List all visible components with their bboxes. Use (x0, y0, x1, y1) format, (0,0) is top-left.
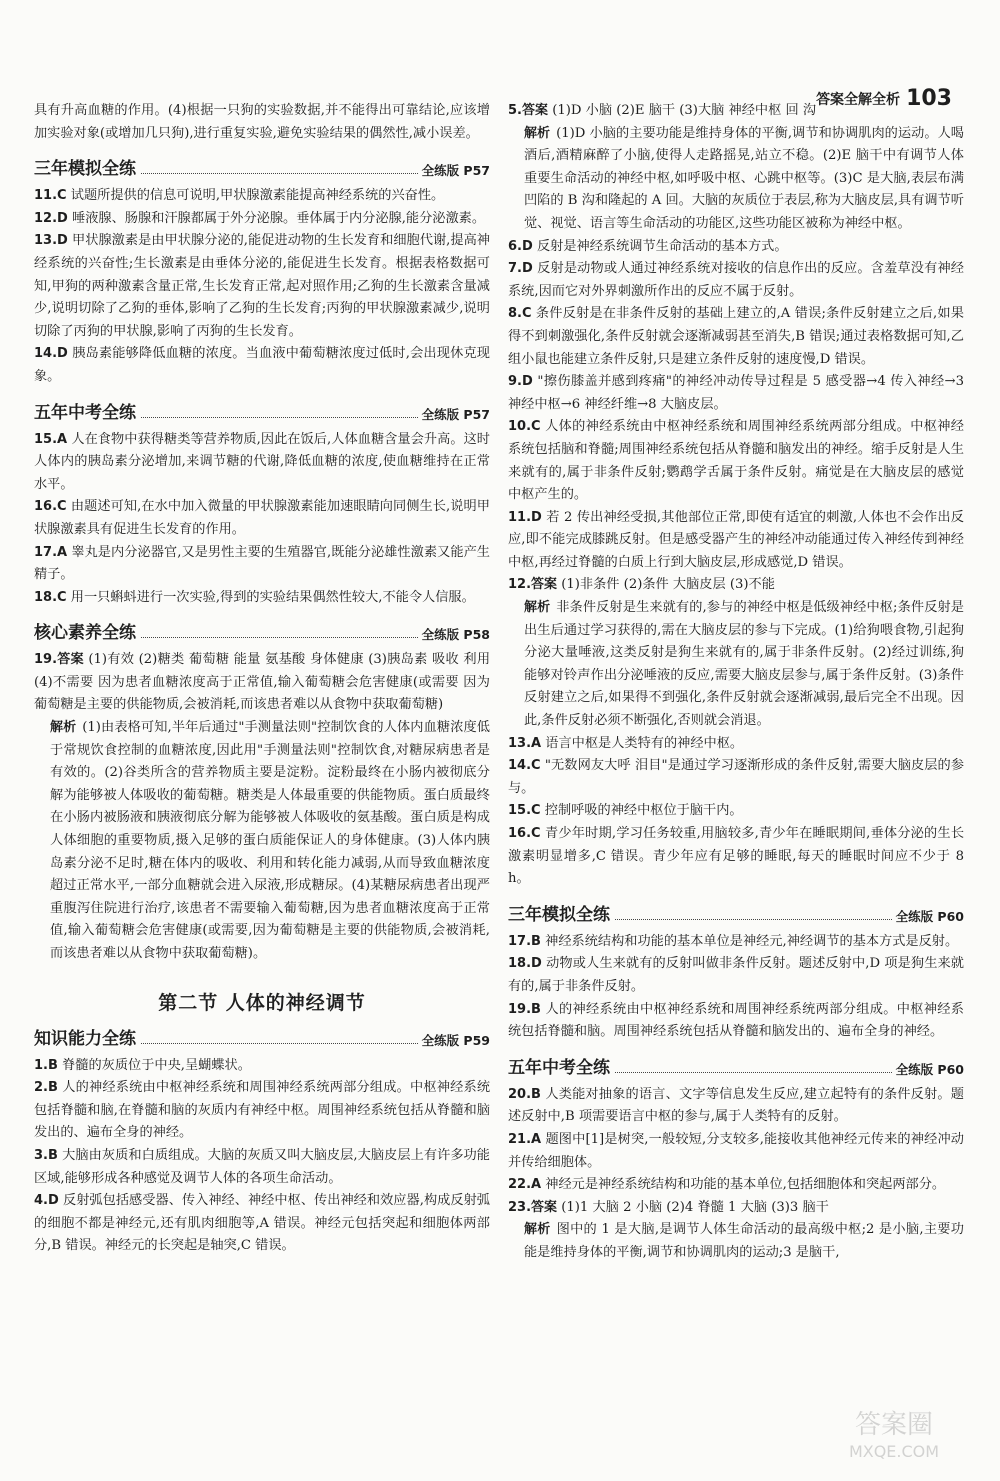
question-number: 19.答案 (34, 652, 84, 668)
question-text: 反射是神经系统调节生命活动的基本方式。 (536, 238, 788, 254)
analysis-label: 解析 (524, 600, 551, 616)
answer-text: (1)非条件 (2)条件 大脑皮层 (3)不能 (561, 577, 775, 593)
answer-text: (1)有效 (2)糖类 葡萄糖 能量 氨基酸 身体健康 (3)胰岛素 吸收 利用 (4)不需要 因为患者血糖浓度高于正常值,输入葡萄糖会危害健康(或需要 因为葡萄糖是主要的供能物质,会被消耗,而该患者难以从食物中获取葡萄糖) (34, 652, 491, 713)
question-text: 大脑由灰质和白质组成。大脑的灰质又叫大脑皮层,大脑皮层上有许多功能区域,能够形成各种感觉及调节人体的各项生命活动。 (34, 1147, 490, 1186)
section-header (34, 399, 490, 423)
question-text: "擦伤膝盖并感到疼痛"的神经冲动传导过程是 5 感受器→4 传入神经→3 神经中枢→6 神经纤维→8 大脑皮层。 (508, 374, 964, 412)
question-item (34, 343, 490, 388)
answer-item (508, 574, 964, 597)
question-text: 唾液腺、肠腺和汗腺都属于外分泌腺。垂体属于内分泌腺,能分泌激素。 (72, 210, 486, 226)
question-text: 控制呼吸的神经中枢位于脑干内。 (544, 803, 743, 819)
section-title: 知识能力全练 (34, 1024, 140, 1049)
question-text: 胰岛素能够降低血糖的浓度。当血液中葡萄糖浓度过低时,会出现休克现象。 (34, 346, 490, 384)
answer-item (34, 649, 490, 717)
left-column (34, 100, 490, 1258)
question-text: 人体的神经系统由中枢神经系统和周围神经系统两部分组成。中枢神经系统包括脑和脊髓;周围神经系统包括从脊髓和脑发出的神经。缩手反射是人生来就有的,属于非条件反射;鹦鹉学舌属于条件反射。痛觉是在大脑皮层的感觉中枢产生的。 (508, 419, 964, 503)
question-item (508, 236, 964, 259)
question-text: 甲状腺激素是由甲状腺分泌的,能促进动物的生长发育和细胞代谢,提高神经系统的兴奋性;生长激素是由垂体分泌的,能促进生长发育。根据表格数据可知,甲狗的两种激素含量正常,生长发育正常,起对照作用;乙狗的生长激素含量减少,说明切除了乙狗的垂体,影响了乙狗的生长发育;丙狗的甲状腺激素减少,说明切除了丙狗的甲状腺,影响了丙狗的生长发育。 (34, 233, 490, 339)
question-item (508, 258, 964, 303)
right-column (508, 100, 964, 1265)
analysis-text: (1)由表格可知,半年后通过"手测量法则"控制饮食的人体内血糖浓度低于常规饮食控制的血糖浓度,因此用"手测量法则"控制饮食,对糖尿病患者是有效的。(2)谷类所含的营养物质主要是淀粉。淀粉最终在小肠内被彻底分解为能够被人体吸收的葡萄糖。糖类是人体最重要的供能物质。蛋白质最终在小肠内被肠液和胰液彻底分解为能够被人体吸收的氨基酸。蛋白质是构成人体细胞的重要物质,摄入足够的蛋白质能保证人的身体健康。(3)人体内胰岛素分泌不足时,糖在体内的吸收、利用和转化能力减弱,从而导致血糖浓度超过正常水平,一部分血糖就会进入尿液,形成糖尿。(4)某糖尿病患者出现严重腹泻住院进行治疗,该患者不需要输入葡萄糖,因为患者血糖浓度高于正常值,输入葡萄糖会危害健康(或需要,因为葡萄糖是主要的供能物质,会被消耗,而该患者难以从食物中获取葡萄糖)。 (50, 720, 490, 961)
analysis-text: 非条件反射是生来就有的,参与的神经中枢是低级神经中枢;条件反射是出生后通过学习获得的,需在大脑皮层的参与下完成。(1)给狗喂食物,引起狗分泌大量唾液,这类反射是狗生来就有的,属于非条件反射。(2)经过训练,狗能够对铃声作出分泌唾液的反应,需要大脑皮层参与,属于条件反射。(3)条件反射建立之后,如果得不到强化,条件反射就会逐渐减弱,最后完全不出现。因此,条件反射必须不断强化,否则就会消退。 (524, 600, 964, 729)
analysis-text: (1)D 小脑的主要功能是维持身体的平衡,调节和协调肌肉的运动。人喝酒后,酒精麻醉了小脑,使得人走路摇晃,站立不稳。(2)E 脑干中有调节人体重要生命活动的神经中枢,如呼吸中枢、心跳中枢等。(3)C 是大脑,表层布满凹陷的 B 沟和隆起的 A 回。大脑的灰质位于表层,称为大脑皮层,具有调节听觉、视觉、语言等生命活动的功能区,这些功能区被称为神经中枢。 (524, 125, 964, 231)
question-number: 9.D (508, 374, 533, 390)
question-item (508, 303, 964, 371)
section-ref: 全练版 P57 (418, 405, 490, 423)
question-number: 13.A (508, 735, 542, 751)
question-text: 人的神经系统由中枢神经系统和周围神经系统两部分组成。中枢神经系统包括脊髓和脑。周围神经系统包括从脊髓和脑发出的、遍布全身的神经。 (508, 1001, 964, 1040)
section-ref: 全练版 P59 (418, 1031, 490, 1049)
watermark-text: 答案圈 (854, 1410, 934, 1440)
question-number: 16.C (508, 826, 541, 841)
question-text: 人的神经系统由中枢神经系统和周围神经系统两部分组成。中枢神经系统包括脊髓和脑,在脊髓和脑的灰质内有神经中枢。周围神经系统包括从脊髓和脑发出的、遍布全身的神经。 (34, 1080, 491, 1141)
question-number: 12.答案 (508, 577, 558, 593)
analysis-label: 解析 (524, 125, 551, 141)
answer-text: (1)1 大脑 2 小脑 (2)4 脊髓 1 大脑 (3)3 脑干 (561, 1199, 829, 1215)
question-item (508, 953, 964, 998)
watermark-url: MXQE.COM (848, 1442, 940, 1461)
question-number: 18.C (34, 589, 67, 605)
question-item (508, 1084, 964, 1129)
analysis-label: 解析 (524, 1222, 551, 1238)
question-text: 试题所提供的信息可说明,甲状腺激素能提高神经系统的兴奋性。 (70, 188, 445, 204)
question-text: "无数网友大呼 泪目"是通过学习逐渐形成的条件反射,需要大脑皮层的参与。 (508, 758, 965, 796)
question-item (508, 1174, 964, 1197)
section-header (34, 619, 490, 643)
question-item (34, 542, 490, 587)
section-title: 五年中考全练 (34, 398, 140, 423)
question-item (508, 371, 964, 416)
question-number: 21.A (508, 1131, 542, 1147)
answer-item (508, 1197, 964, 1220)
question-number: 18.D (508, 956, 542, 972)
question-number: 8.C (508, 306, 532, 322)
question-number: 14.D (34, 346, 68, 362)
question-number: 5.答案 (508, 103, 548, 118)
question-item (34, 208, 490, 231)
question-item (34, 185, 490, 208)
question-text: 用一只蝌蚪进行一次实验,得到的实验结果偶然性较大,不能令人信服。 (70, 589, 475, 605)
question-number: 3.B (34, 1147, 58, 1163)
question-item (508, 1129, 964, 1174)
question-number: 4.D (34, 1193, 59, 1209)
answer-item (508, 100, 964, 123)
question-number: 13.D (34, 233, 68, 249)
question-item (34, 1145, 490, 1190)
question-item (508, 823, 964, 891)
question-item (34, 587, 490, 610)
question-number: 2.B (34, 1080, 58, 1096)
question-text: 语言中枢是人类特有的神经中枢。 (545, 735, 744, 751)
question-text: 动物或人生来就有的反射叫做非条件反射。题述反射中,D 项是狗生来就有的,属于非条件反射。 (508, 956, 964, 994)
question-number: 15.A (34, 431, 68, 447)
watermark-logo (814, 1403, 974, 1463)
question-number: 7.D (508, 261, 533, 277)
question-item (34, 1077, 490, 1145)
question-text: 青少年时期,学习任务较重,用脑较多,青少年在睡眠期间,垂体分泌的生长激素明显增多,C 错误。青少年应有足够的睡眠,每天的睡眠时间应不少于 8 h。 (508, 826, 965, 887)
question-number: 17.B (508, 933, 541, 949)
section-header (34, 1025, 490, 1049)
question-number: 20.B (508, 1086, 541, 1102)
question-text: 反射弧包括感受器、传入神经、神经中枢、传出神经和效应器,构成反射弧的细胞不都是神经元,还有肌肉细胞等,A 错误。神经元包括突起和细胞体两部分,B 错误。神经元的长突起是轴突,C 错误。 (34, 1193, 490, 1254)
question-number: 11.D (508, 509, 542, 525)
chapter-title: 第二节 人体的神经调节 (158, 991, 366, 1014)
question-item (508, 800, 964, 823)
section-header (34, 155, 490, 179)
section-header (508, 901, 964, 925)
question-item (508, 416, 964, 506)
question-number: 6.D (508, 238, 533, 254)
analysis-paragraph (508, 123, 964, 236)
section-header (508, 1054, 964, 1078)
question-number: 22.A (508, 1177, 542, 1193)
question-number: 1.B (34, 1057, 58, 1073)
question-item (34, 429, 490, 497)
question-item (34, 230, 490, 343)
question-text: 条件反射是在非条件反射的基础上建立的,A 错误;条件反射建立之后,如果得不到刺激强化,条件反射就会逐渐减弱甚至消失,B 错误;通过表格数据可知,乙组小鼠也能建立条件反射,只是建立条件反射的速度慢,D 错误。 (508, 306, 964, 367)
question-text: 睾丸是内分泌器官,又是男性主要的生殖器官,既能分泌雄性激素又能产生精子。 (34, 544, 490, 583)
question-item (508, 755, 964, 800)
question-text: 由题述可知,在水中加入微量的甲状腺激素能加速眼睛向同侧生长,说明甲状腺激素具有促进生长发育的作用。 (34, 499, 490, 537)
question-item (34, 1055, 490, 1078)
analysis-label: 解析 (50, 720, 77, 736)
page-number: 103 (906, 86, 952, 111)
question-number: 10.C (508, 419, 541, 435)
question-number: 23.答案 (508, 1199, 558, 1215)
question-number: 12.D (34, 210, 68, 226)
section-title: 五年中考全练 (508, 1053, 614, 1078)
analysis-paragraph (508, 597, 964, 733)
question-text: 反射是动物或人通过神经系统对接收的信息作出的反应。含羞草没有神经系统,因而它对外界刺激所作出的反应不属于反射。 (508, 261, 964, 299)
analysis-text: 图中的 1 是大脑,是调节人体生命活动的最高级中枢;2 是小脑,主要功能是维持身体的平衡,调节和协调肌肉的运动;3 是脑干, (524, 1222, 964, 1260)
question-number: 16.C (34, 499, 67, 515)
question-text: 神经元是神经系统结构和功能的基本单位,包括细胞体和突起两部分。 (545, 1177, 946, 1193)
question-text: 若 2 传出神经受损,其他部位正常,即使有适宜的刺激,人体也不会作出反应,即不能完成膝跳反射。但是感受器产生的神经冲动能通过传入神经传到神经中枢,再经过脊髓的白质上行到大脑皮层,形成感觉,D 错误。 (508, 509, 964, 570)
section-title: 三年模拟全练 (34, 154, 140, 179)
analysis-paragraph (34, 717, 490, 966)
question-number: 15.C (508, 803, 541, 819)
question-item (34, 1190, 490, 1258)
section-ref: 全练版 P58 (418, 625, 490, 643)
answer-text: (1)D 小脑 (2)E 脑干 (3)大脑 神经中枢 回 沟 (552, 103, 817, 118)
section-ref: 全练版 P60 (892, 1060, 964, 1078)
question-number: 11.C (34, 188, 67, 204)
header-title: 答案全解全析 (816, 91, 901, 108)
question-text: 人在食物中获得糖类等营养物质,因此在饭后,人体血糖含量会升高。这时人体内的胰岛素分泌增加,来调节糖的代谢,降低血糖的浓度,使血糖维持在正常水平。 (34, 431, 490, 492)
intro-paragraph: 具有升高血糖的作用。(4)根据一只狗的实验数据,并不能得出可靠结论,应该增加实验对象(或增加几只狗),进行重复实验,避免实验结果的偶然性,减小误差。 (34, 103, 490, 141)
question-item (508, 999, 964, 1044)
question-item (34, 496, 490, 541)
question-number: 17.A (34, 544, 68, 560)
question-item (508, 733, 964, 756)
question-text: 脊髓的灰质位于中央,呈蝴蝶状。 (62, 1057, 251, 1073)
analysis-paragraph (508, 1219, 964, 1264)
question-text: 人类能对抽象的语言、文字等信息发生反应,建立起特有的条件反射。题述反射中,B 项需要语言中枢的参与,属于人类特有的反射。 (508, 1086, 964, 1125)
question-text: 题图中[1]是树突,一般较短,分支较多,能接收其他神经元传来的神经冲动并传给细胞体。 (508, 1131, 964, 1170)
section-title: 三年模拟全练 (508, 900, 614, 925)
question-item (508, 931, 964, 954)
section-ref: 全练版 P57 (418, 161, 490, 179)
question-item (508, 507, 964, 575)
question-text: 神经系统结构和功能的基本单位是神经元,神经调节的基本方式是反射。 (545, 933, 959, 949)
question-number: 19.B (508, 1001, 541, 1017)
section-ref: 全练版 P60 (892, 907, 964, 925)
section-title: 核心素养全练 (34, 618, 140, 643)
question-number: 14.C (508, 758, 541, 774)
